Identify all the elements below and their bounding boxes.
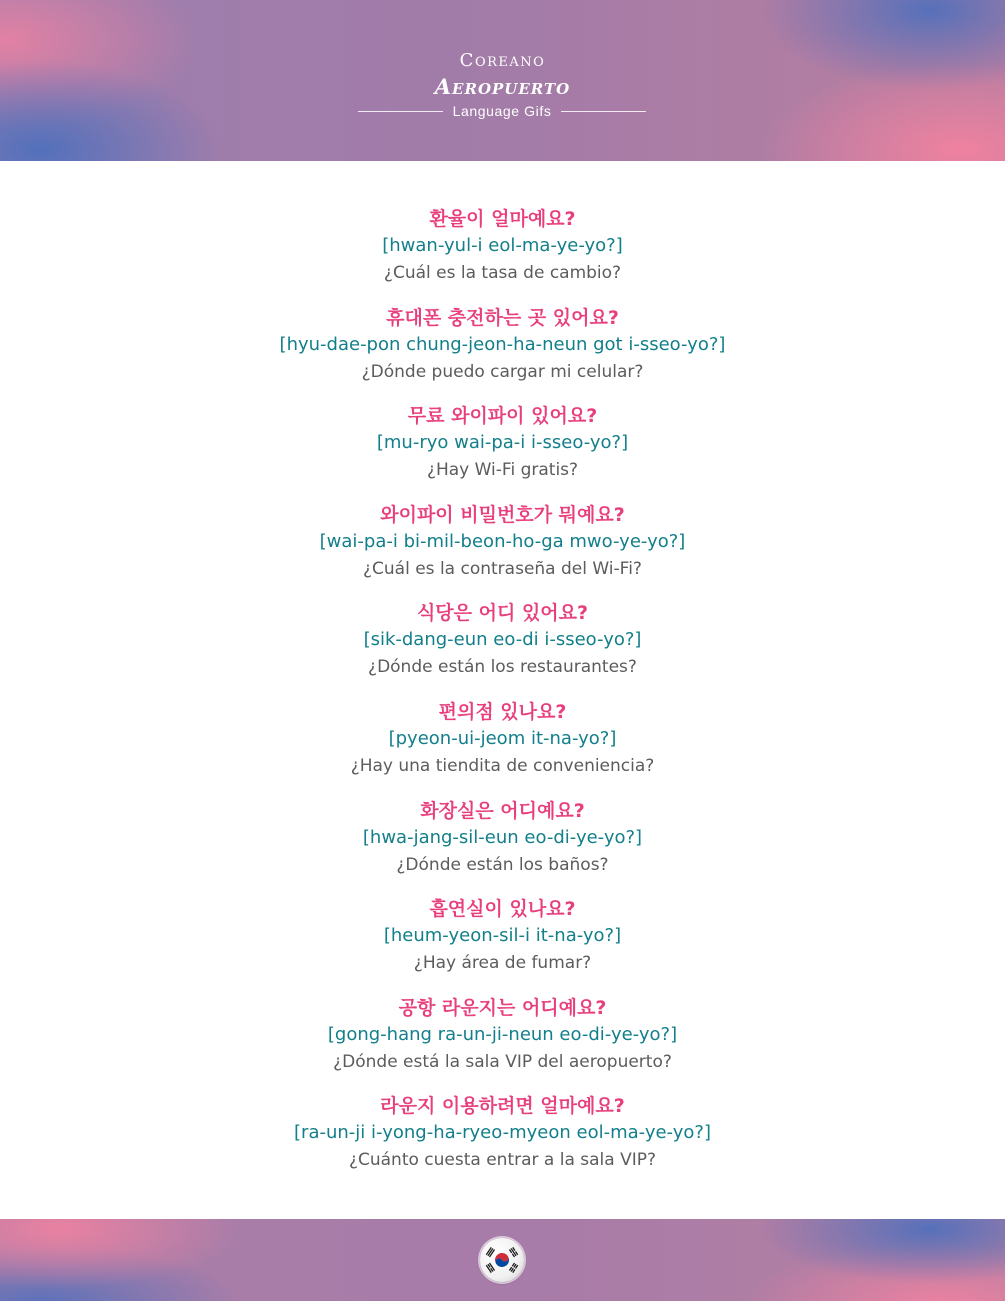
topic-title: Aeropuerto — [434, 74, 571, 99]
romanization: [sik-dang-eun eo-di i-sseo-yo?] — [363, 629, 642, 651]
phrase-item — [0, 402, 1005, 501]
korean-phrase: 휴대폰 충전하는 곳 있어요? — [386, 306, 619, 329]
korean-phrase: 식당은 어디 있어요? — [416, 602, 589, 625]
south-korea-flag-icon — [480, 1238, 524, 1282]
romanization: [ra-un-ji i-yong-ha-ryeo-myeon eol-ma-ye-yo?] — [294, 1122, 711, 1144]
phrase-item — [0, 994, 1005, 1093]
korean-phrase: 편의점 있나요? — [438, 700, 567, 723]
romanization: [mu-ryo wai-pa-i i-sseo-yo?] — [376, 432, 629, 454]
phrase-item — [0, 895, 1005, 994]
spanish-translation: ¿Hay una tiendita de conveniencia? — [350, 755, 655, 776]
spanish-translation: ¿Dónde está la sala VIP del aeropuerto? — [333, 1051, 672, 1072]
flag-graphic — [480, 1238, 524, 1282]
korean-phrase: 화장실은 어디예요? — [420, 799, 585, 822]
spanish-translation: ¿Hay área de fumar? — [413, 953, 592, 974]
footer-banner — [0, 1219, 1005, 1301]
korean-phrase: 와이파이 비밀번호가 뭐예요? — [380, 503, 625, 526]
phrase-item — [0, 698, 1005, 797]
korean-phrase: 라운지 이용하려면 얼마예요? — [380, 1095, 625, 1118]
phrase-item — [0, 304, 1005, 403]
divider-left — [358, 111, 443, 112]
romanization: [pyeon-ui-jeom it-na-yo?] — [388, 727, 617, 749]
phrase-item — [0, 599, 1005, 698]
spanish-translation: ¿Dónde están los restaurantes? — [368, 657, 637, 678]
spanish-translation: ¿Dónde están los baños? — [396, 854, 609, 875]
phrase-item — [0, 501, 1005, 600]
header-banner — [0, 0, 1005, 161]
brand-row — [358, 101, 646, 121]
korean-phrase: 공항 라운지는 어디예요? — [398, 996, 607, 1019]
language-title: Coreano — [459, 50, 546, 71]
phrase-item — [0, 205, 1005, 304]
spanish-translation: ¿Cuál es la contraseña del Wi-Fi? — [363, 558, 642, 579]
brand-name: Language Gifs — [452, 103, 552, 119]
phrase-list — [0, 205, 1005, 1191]
romanization: [hwan-yul-i eol-ma-ye-yo?] — [382, 235, 623, 256]
phrase-item — [0, 797, 1005, 896]
korean-phrase: 흡연실이 있나요? — [429, 898, 576, 921]
romanization: [hyu-dae-pon chung-jeon-ha-neun got i-sseo-yo?] — [279, 333, 726, 355]
divider-right — [561, 111, 646, 112]
spanish-translation: ¿Dónde puedo cargar mi celular? — [361, 361, 644, 382]
korean-phrase: 환율이 얼마예요? — [429, 208, 576, 230]
spanish-translation: ¿Cuánto cuesta entrar a la sala VIP? — [348, 1150, 657, 1171]
romanization: [wai-pa-i bi-mil-beon-ho-ga mwo-ye-yo?] — [319, 530, 686, 552]
korean-phrase: 무료 와이파이 있어요? — [407, 405, 598, 428]
spanish-translation: ¿Cuál es la tasa de cambio? — [383, 263, 622, 283]
spanish-translation: ¿Hay Wi-Fi gratis? — [426, 460, 579, 481]
phrase-item — [0, 1092, 1005, 1191]
romanization: [heum-yeon-sil-i it-na-yo?] — [383, 925, 622, 947]
romanization: [hwa-jang-sil-eun eo-di-ye-yo?] — [362, 826, 643, 848]
romanization: [gong-hang ra-un-ji-neun eo-di-ye-yo?] — [327, 1023, 678, 1045]
